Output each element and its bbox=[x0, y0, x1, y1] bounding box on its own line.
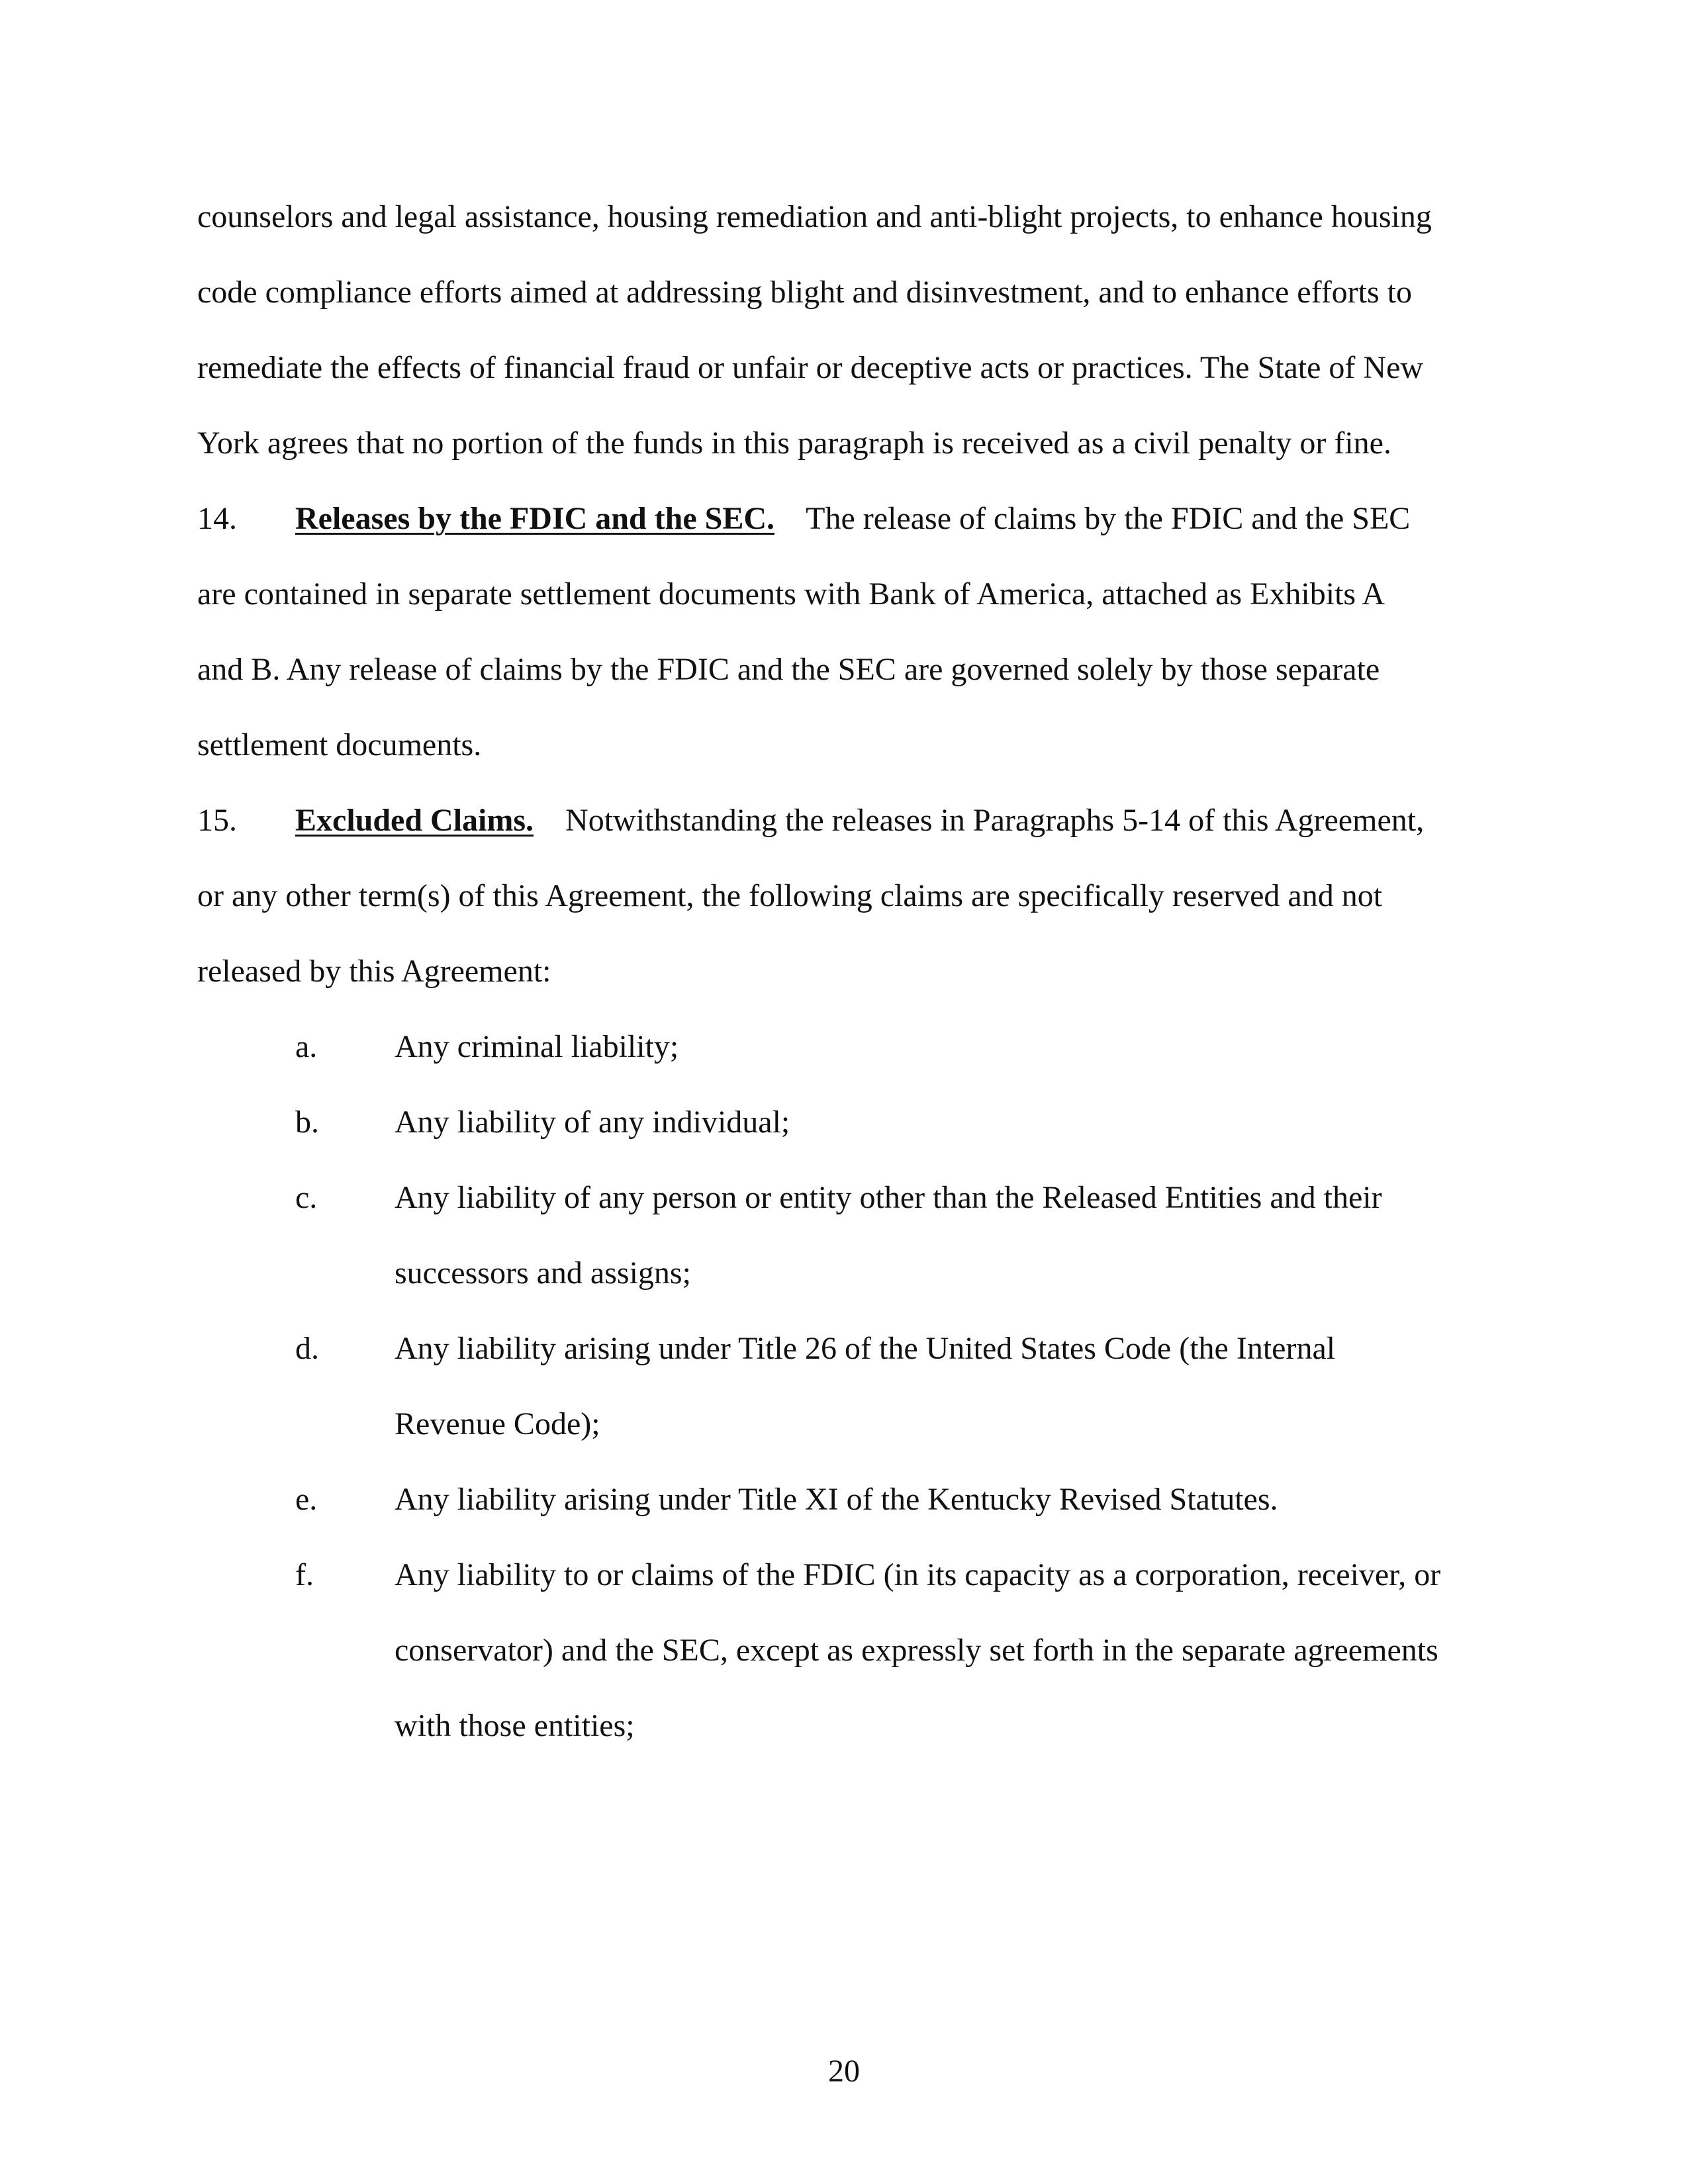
para15-first-line-text: Notwithstanding the releases in Paragraphs 5-14 of this Agreement, bbox=[565, 803, 1425, 838]
item-f-letter: f. bbox=[295, 1557, 314, 1592]
para14-number: 14. bbox=[197, 501, 237, 536]
para15-heading: Excluded Claims. bbox=[295, 803, 534, 838]
continuation-line-1: counselors and legal assistance, housing remediation and anti-blight projects, to enhance housing bbox=[197, 199, 1432, 234]
para14-first-line-text: The release of claims by the FDIC and the SEC bbox=[806, 501, 1411, 536]
para14-line-4: settlement documents. bbox=[197, 727, 482, 762]
item-b-letter: b. bbox=[295, 1105, 319, 1140]
para15-line-2: or any other term(s) of this Agreement, the following claims are specifically reserved and not bbox=[197, 878, 1383, 913]
continuation-line-2: code compliance efforts aimed at addressing blight and disinvestment, and to enhance efforts to bbox=[197, 275, 1413, 310]
item-a-line-1: Any criminal liability; bbox=[395, 1029, 679, 1064]
item-d-line-1: Any liability arising under Title 26 of the United States Code (the Internal bbox=[395, 1331, 1336, 1366]
item-a-letter: a. bbox=[295, 1029, 318, 1064]
item-b-line-1: Any liability of any individual; bbox=[395, 1105, 790, 1140]
para14-first-line bbox=[295, 499, 1410, 539]
item-d-letter: d. bbox=[295, 1331, 319, 1366]
item-d-line-2: Revenue Code); bbox=[395, 1406, 600, 1441]
item-c-line-2: successors and assigns; bbox=[395, 1255, 691, 1291]
item-f-line-2: conservator) and the SEC, except as expressly set forth in the separate agreements bbox=[395, 1633, 1438, 1668]
para15-number: 15. bbox=[197, 803, 237, 838]
continuation-line-4: York agrees that no portion of the funds in this paragraph is received as a civil penalty or fine. bbox=[197, 426, 1391, 461]
item-e-line-1: Any liability arising under Title XI of the Kentucky Revised Statutes. bbox=[395, 1482, 1278, 1517]
para14-line-2: are contained in separate settlement documents with Bank of America, attached as Exhibits A bbox=[197, 576, 1385, 612]
item-e-letter: e. bbox=[295, 1482, 318, 1517]
item-f-line-3: with those entities; bbox=[395, 1708, 635, 1743]
para15-line-3: released by this Agreement: bbox=[197, 954, 551, 989]
item-f-line-1: Any liability to or claims of the FDIC (in its capacity as a corporation, receiver, or bbox=[395, 1557, 1441, 1592]
para15-first-line bbox=[295, 801, 1424, 841]
item-c-line-1: Any liability of any person or entity other than the Released Entities and their bbox=[395, 1180, 1382, 1215]
item-c-letter: c. bbox=[295, 1180, 318, 1215]
para14-line-3: and B. Any release of claims by the FDIC and the SEC are governed solely by those separate bbox=[197, 652, 1380, 687]
page-number: 20 bbox=[828, 2054, 860, 2089]
para14-heading: Releases by the FDIC and the SEC. bbox=[295, 501, 775, 536]
continuation-line-3: remediate the effects of financial fraud or unfair or deceptive acts or practices. The State of New bbox=[197, 350, 1424, 385]
